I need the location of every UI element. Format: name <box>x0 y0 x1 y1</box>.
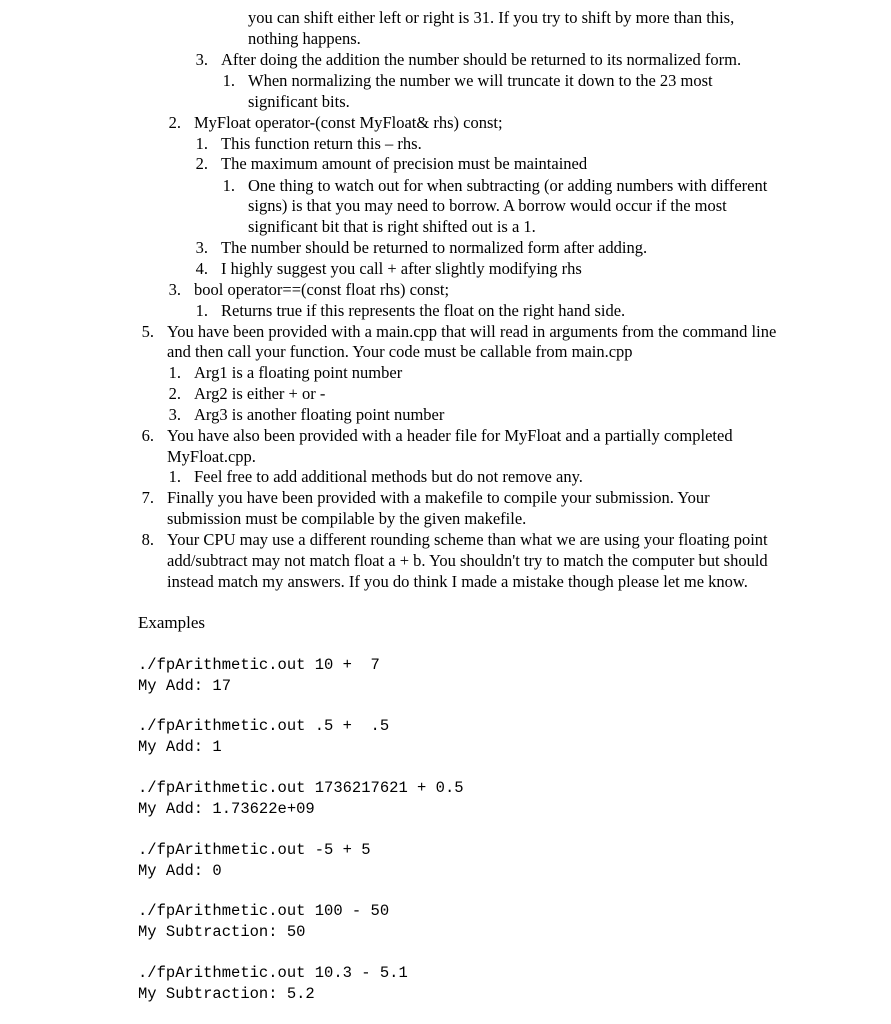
example-command: ./fpArithmetic.out -5 + 5 <box>138 841 371 859</box>
examples-heading: Examples <box>138 613 206 632</box>
list-item-text: Arg1 is a floating point number <box>194 363 403 382</box>
list-number: 8. <box>141 530 154 549</box>
list-number: 2. <box>168 384 181 403</box>
list-item-text: I highly suggest you call + after slightly modifying rhs <box>221 259 582 278</box>
list-number: 3. <box>168 280 181 299</box>
list-number: 3. <box>195 50 208 69</box>
list-number: 3. <box>195 238 208 257</box>
example-command: ./fpArithmetic.out 10 + 7 <box>138 656 380 674</box>
list-item-text: After doing the addition the number should be returned to its normalized form. <box>221 50 742 69</box>
list-item-text: Returns true if this represents the float on the right hand side. <box>221 301 626 320</box>
list-item-text: This function return this – rhs. <box>221 134 422 153</box>
text-line: significant bit that is right shifted out is a 1. <box>248 217 536 236</box>
example-output: My Subtraction: 50 <box>138 923 306 941</box>
text-line: signs) is that you may need to borrow. A borrow would occur if the most <box>248 196 727 215</box>
list-number: 1. <box>168 363 181 382</box>
list-item-text: You have also been provided with a header file for MyFloat and a partially completed <box>167 426 733 445</box>
text-line: submission must be compilable by the given makefile. <box>167 509 527 528</box>
text-line: significant bits. <box>248 92 350 111</box>
list-number: 2. <box>195 154 208 173</box>
list-number: 7. <box>141 488 154 507</box>
list-number: 3. <box>168 405 181 424</box>
example-command: ./fpArithmetic.out 10.3 - 5.1 <box>138 964 408 982</box>
list-number: 1. <box>222 176 235 195</box>
list-item-text: The number should be returned to normalized form after adding. <box>221 238 648 257</box>
list-item-text: Arg2 is either + or - <box>194 384 326 403</box>
example-command: ./fpArithmetic.out 1736217621 + 0.5 <box>138 779 464 797</box>
example-output: My Add: 1.73622e+09 <box>138 800 315 818</box>
list-item-text: MyFloat operator-(const MyFloat& rhs) const; <box>194 113 503 132</box>
list-number: 1. <box>222 71 235 90</box>
example-output: My Add: 0 <box>138 862 222 880</box>
list-item-text: One thing to watch out for when subtracting (or adding numbers with different <box>248 176 768 195</box>
list-number: 1. <box>195 134 208 153</box>
list-number: 1. <box>195 301 208 320</box>
list-item-text: When normalizing the number we will truncate it down to the 23 most <box>248 71 713 90</box>
list-number: 5. <box>141 322 154 341</box>
list-number: 2. <box>168 113 181 132</box>
example-command: ./fpArithmetic.out 100 - 50 <box>138 902 390 920</box>
list-item-text: Feel free to add additional methods but do not remove any. <box>194 467 583 486</box>
text-line: you can shift either left or right is 31. If you try to shift by more than this, <box>248 8 735 27</box>
example-output: My Add: 17 <box>138 677 232 695</box>
example-command: ./fpArithmetic.out .5 + .5 <box>138 717 390 735</box>
text-line: MyFloat.cpp. <box>167 447 256 466</box>
list-item-text: Your CPU may use a different rounding scheme than what we are using your floating point <box>167 530 768 549</box>
list-number: 4. <box>195 259 208 278</box>
list-number: 1. <box>168 467 181 486</box>
list-number: 6. <box>141 426 154 445</box>
list-item-text: Arg3 is another floating point number <box>194 405 445 424</box>
list-item-text: Finally you have been provided with a makefile to compile your submission. Your <box>167 488 710 507</box>
list-item-text: The maximum amount of precision must be maintained <box>221 154 588 173</box>
text-line: and then call your function. Your code must be callable from main.cpp <box>167 342 633 361</box>
text-line: instead match my answers. If you do think I made a mistake though please let me know. <box>167 572 748 591</box>
text-line: nothing happens. <box>248 29 361 48</box>
text-line: add/subtract may not match float a + b. You shouldn't try to match the computer but should <box>167 551 768 570</box>
list-item-text: You have been provided with a main.cpp that will read in arguments from the command line <box>167 322 777 341</box>
example-output: My Subtraction: 5.2 <box>138 985 315 1003</box>
example-output: My Add: 1 <box>138 738 222 756</box>
list-item-text: bool operator==(const float rhs) const; <box>194 280 450 299</box>
